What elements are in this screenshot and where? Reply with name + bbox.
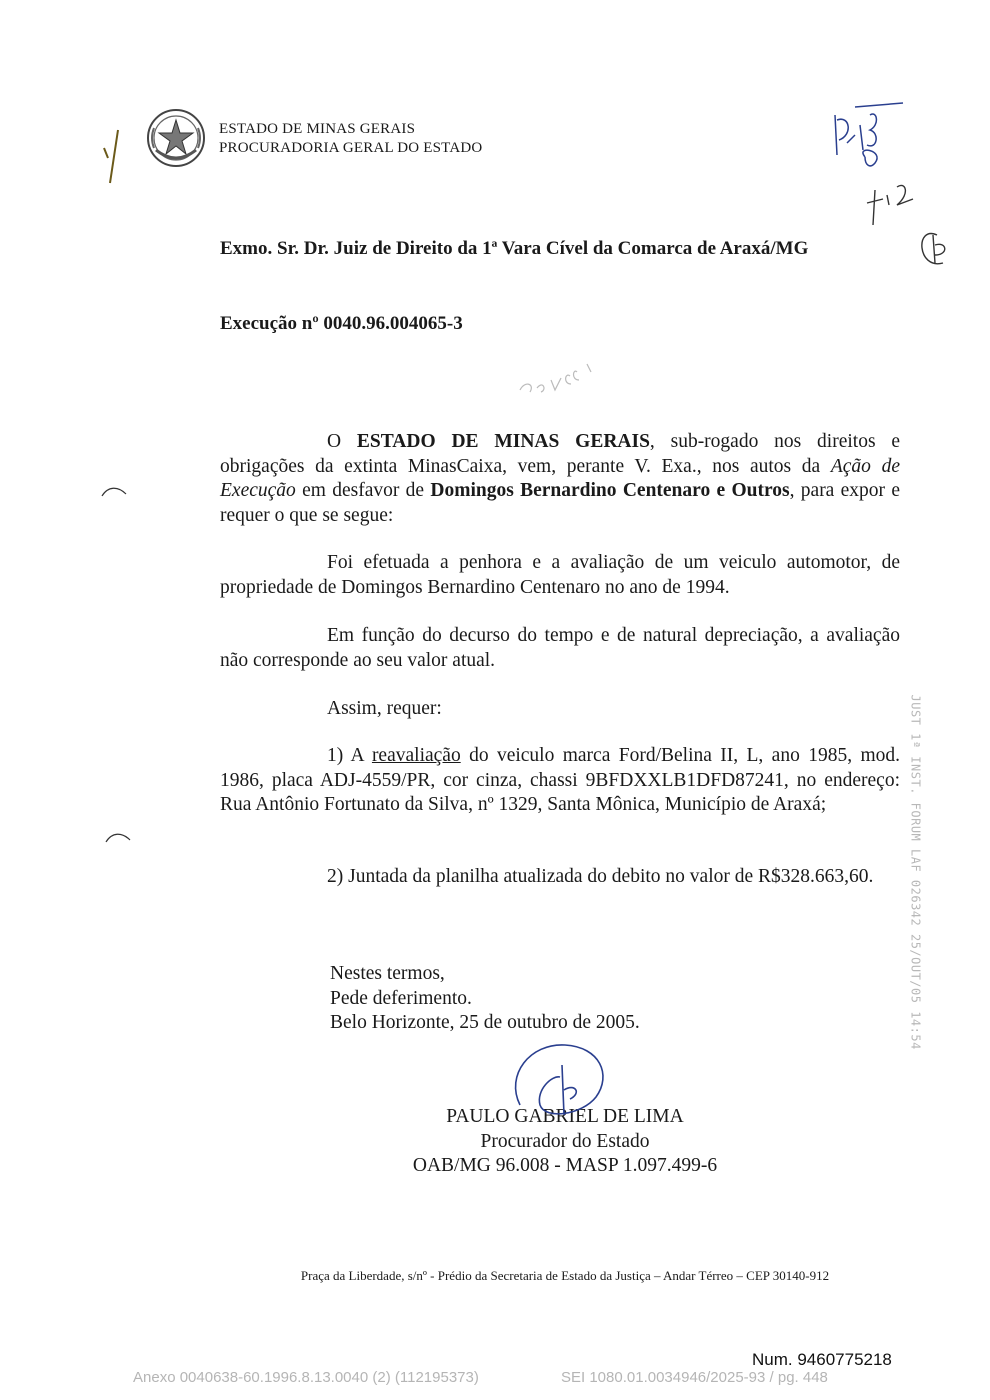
hole-punch-mark-icon [104, 830, 134, 844]
document-number: Num. 9460775218 [752, 1350, 892, 1369]
closing-line-1: Nestes termos, [330, 963, 445, 984]
opening-paragraph: O ESTADO DE MINAS GERAIS, sub-rogado nos direitos e obrigações da extinta MinasCaixa, vem, perante V. Exa., nos autos da Ação de Execução em desfavor de Domingos Bernardino Centenaro e Outros, para expor e requer o que se segue: [220, 431, 900, 526]
request-intro: Assim, requer: [327, 698, 442, 719]
sei-reference: SEI 1080.01.0034946/2025-93 / pg. 448 [561, 1369, 828, 1386]
hole-punch-mark-icon [100, 484, 130, 498]
footer-address: Praça da Liberdade, s/nº - Prédio da Secretaria de Estado da Justiça – Andar Térreo – CEP 30140-912 [300, 1268, 830, 1283]
signer-registration: OAB/MG 96.008 - MASP 1.097.499-6 [412, 1155, 718, 1176]
issuer-state: ESTADO DE MINAS GERAIS [219, 121, 416, 137]
place-and-date: Belo Horizonte, 25 de outubro de 2005. [330, 1012, 640, 1033]
case-number: Execução nº 0040.96.004065-3 [220, 313, 463, 334]
request-item-2: 2) Juntada da planilha atualizada do debito no valor de R$328.663,60. [327, 866, 874, 887]
handwritten-page-annotation-icon [825, 95, 965, 275]
signer-role: Procurador do Estado [480, 1130, 650, 1152]
issuer-agency: PROCURADORIA GERAL DO ESTADO [219, 140, 483, 156]
signer-name: PAULO GABRIEL DE LIMA [446, 1106, 684, 1127]
request-item-1: 1) A reavaliação do veiculo marca Ford/Belina II, L, ano 1985, mod. 1986, placa ADJ-4559/PR, cor cinza, chassi 9BFDXXLB1DFD87241, no endereço: Rua Antônio Fortunato da Silva, nº 1329, Santa Mônica, Município de Araxá; [220, 745, 900, 815]
depreciation-paragraph: Em função do decurso do tempo e de natural depreciação, a avaliação não corresponde ao seu valor atual. [220, 625, 900, 671]
seizure-paragraph: Foi efetuada a penhora e a avaliação de um veiculo automotor, de propriedade de Domingos Bernardino Centenaro no ano de 1994. [220, 552, 900, 598]
faint-handwriting-icon [515, 350, 605, 400]
state-coat-of-arms-icon [146, 108, 206, 168]
closing-line-2: Pede deferimento. [330, 987, 472, 1009]
protocol-stamp: JUST 1ª INST. FORUM LAF 026342 25/OUT/05 14:54 [908, 694, 923, 1050]
addressee-line: Exmo. Sr. Dr. Juiz de Direito da 1ª Vara Cível da Comarca de Araxá/MG [220, 238, 809, 259]
handwritten-signature-icon [500, 1035, 620, 1135]
handwritten-margin-mark-icon [100, 128, 130, 188]
issuer-header [219, 120, 482, 158]
closing-block [330, 962, 640, 1036]
annex-reference: Anexo 0040638-60.1996.8.13.0040 (2) (112195373) [133, 1369, 479, 1386]
